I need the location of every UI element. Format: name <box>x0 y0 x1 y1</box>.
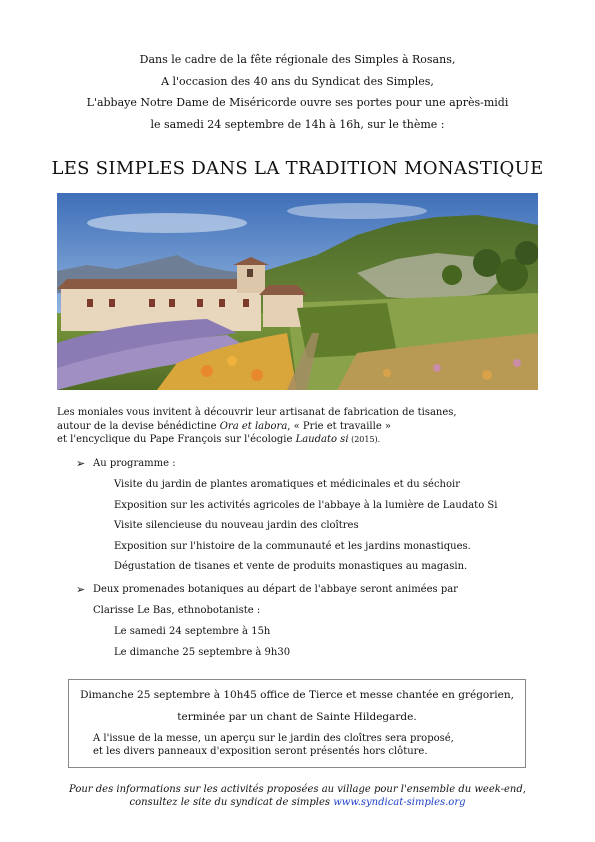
arrow-bullet-icon: ➢ <box>76 583 86 596</box>
text: et l'encyclique du Pape François sur l'écologie <box>57 434 296 445</box>
programme-item: Dégustation de tisanes et vente de produits monastiques au magasin. <box>114 561 468 572</box>
text: consultez le site du syndicat de simples <box>129 797 334 808</box>
promenades-line: Deux promenades botaniques au départ de l'abbaye seront animées par <box>93 584 458 595</box>
box-line: et les divers panneaux d'exposition seront présentés hors clôture. <box>93 746 428 757</box>
intro-text <box>0 49 595 135</box>
text: , « Prie et travaille » <box>287 420 392 432</box>
motto: Ora et labora <box>219 420 288 432</box>
programme-item: Visite silencieuse du nouveau jardin des cloîtres <box>114 520 359 531</box>
programme-item: Exposition sur l'histoire de la communauté et les jardins monastiques. <box>114 541 471 552</box>
programme-item: Exposition sur les activités agricoles de l'abbaye à la lumière de Laudato Si <box>114 500 498 511</box>
box-note <box>93 732 454 758</box>
box-line: terminée par un chant de Sainte Hildegarde. <box>177 711 417 723</box>
footer-info <box>0 783 595 809</box>
encyclical-title: Laudato si <box>295 434 349 445</box>
arrow-bullet-icon: ➢ <box>76 457 86 470</box>
text: autour de la devise bénédictine <box>57 420 220 432</box>
promenades-guide: Clarisse Le Bas, ethnobotaniste : <box>93 605 261 616</box>
intro-line: L'abbaye Notre Dame de Miséricorde ouvre ses portes pour une après-midi <box>86 96 509 109</box>
page-title: LES SIMPLES DANS LA TRADITION MONASTIQUE <box>51 158 544 179</box>
footer-line <box>0 796 595 809</box>
abbey-garden-photo <box>57 193 538 390</box>
year: (2015). <box>348 435 381 444</box>
programme-heading: Au programme : <box>93 458 176 469</box>
invitation-paragraph <box>57 406 547 447</box>
intro-line: le samedi 24 septembre de 14h à 16h, sur le thème : <box>150 117 445 131</box>
intro-line: A l'occasion des 40 ans du Syndicat des Simples, <box>161 74 434 88</box>
promenade-date: Le dimanche 25 septembre à 9h30 <box>114 647 291 658</box>
box-line: A l'issue de la messe, un aperçu sur le jardin des cloîtres sera proposé, <box>93 733 454 744</box>
invitation-line <box>57 420 547 434</box>
invitation-line <box>57 433 547 447</box>
footer-line: Pour des informations sur les activités proposées au village pour l'ensemble du week-end, <box>69 784 526 795</box>
sunday-mass-box <box>68 679 526 768</box>
invitation-line: Les moniales vous invitent à découvrir leur artisanat de fabrication de tisanes, <box>57 407 457 418</box>
box-line: Dimanche 25 septembre à 10h45 office de Tierce et messe chantée en grégorien, <box>80 689 514 701</box>
intro-line: Dans le cadre de la fête régionale des Simples à Rosans, <box>139 53 456 66</box>
promenade-date: Le samedi 24 septembre à 15h <box>114 626 271 637</box>
website-link[interactable]: www.syndicat-simples.org <box>333 797 466 808</box>
programme-item: Visite du jardin de plantes aromatiques et médicinales et du séchoir <box>114 479 460 490</box>
